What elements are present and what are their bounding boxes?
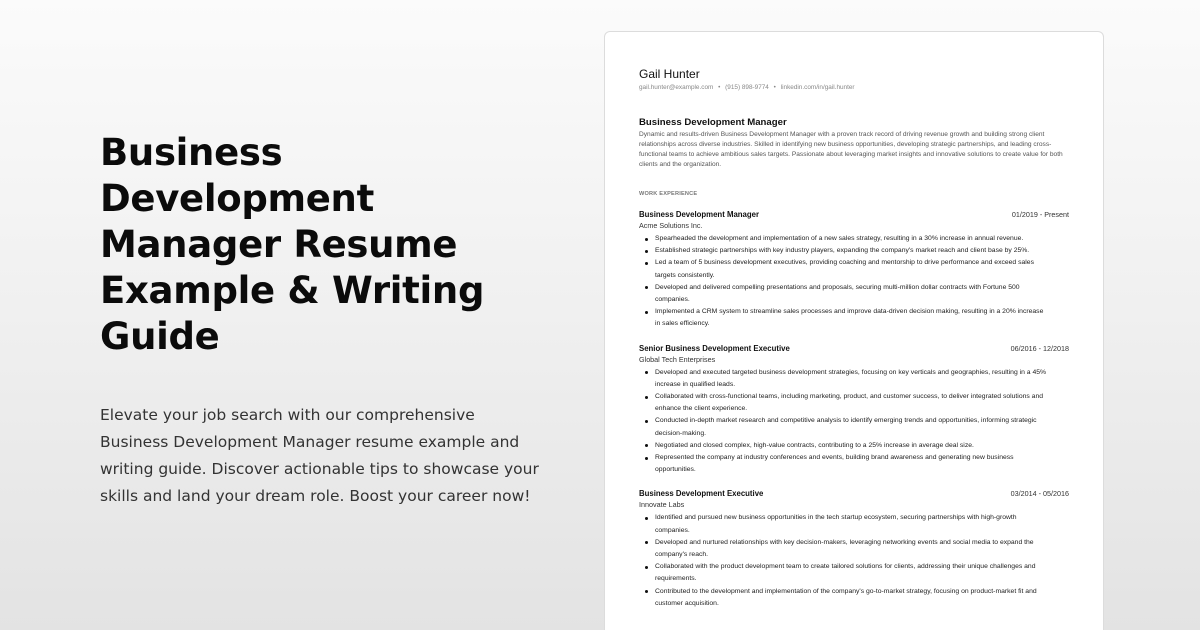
contact-email: gail.hunter@example.com: [639, 84, 714, 91]
page-title: Business Development Manager Resume Example & Writing Guide: [100, 131, 485, 358]
job-bullets: [639, 233, 1069, 331]
job-header: [639, 210, 1069, 219]
contact-separator: •: [718, 84, 721, 91]
resume-summary: Dynamic and results-driven Business Development Manager with a proven track record of driving revenue growth and building strong client relationships across diverse industries. Skilled in identifying new business opportunities, developing strategic partnerships, and leading cross-functional teams to achieve ambitious sales targets. Passionate about leveraging market insights and innovative solutions to create value for both clients and the organization.: [639, 131, 1063, 168]
contact-linkedin: linkedin.com/in/gail.hunter: [780, 84, 855, 91]
resume-contact: [639, 84, 1069, 91]
job-bullet: Collaborated with cross-functional teams, including marketing, product, and customer success, to deliver integrated solutions and enhance the client experience.: [639, 391, 1069, 415]
job-title: Business Development Executive: [639, 489, 764, 499]
job-entry: [639, 210, 1069, 331]
job-bullet: Led a team of 5 business development executives, providing coaching and mentorship to drive performance and exceed sales targets consistently.: [639, 257, 1069, 281]
job-dates: 06/2016 - 12/2018: [1010, 343, 1069, 353]
job-bullet: Spearheaded the development and implementation of a new sales strategy, resulting in a 30% increase in annual revenue.: [639, 233, 1069, 245]
job-entry: [639, 489, 1069, 610]
job-bullet: Identified and pursued new business opportunities in the tech startup ecosystem, securing partnerships with high-growth companies.: [639, 512, 1069, 536]
job-bullet: Developed and delivered compelling presentations and proposals, securing multi-million dollar contracts with Fortune 500 companies.: [639, 282, 1069, 306]
job-company: Innovate Labs: [639, 500, 685, 510]
job-title: Senior Business Development Executive: [639, 343, 790, 353]
resume-name: Gail Hunter: [639, 67, 700, 81]
job-bullet: Developed and executed targeted business development strategies, focusing on key verticals and geographies, resulting in a 45% increase in qualified leads.: [639, 367, 1069, 391]
job-company: Acme Solutions Inc.: [639, 221, 703, 230]
job-dates: 01/2019 - Present: [1011, 210, 1069, 219]
job-bullet: Conducted in-depth market research and competitive analysis to identify emerging trends and opportunities, informing strategic decision-making.: [639, 415, 1069, 439]
job-header: [639, 344, 1069, 353]
job-bullet: Negotiated and closed complex, high-value contracts, contributing to a 25% increase in average deal size.: [639, 440, 1069, 452]
job-bullet: Collaborated with the product development team to create tailored solutions for clients, addressing their unique challenges and requirements.: [639, 561, 1069, 585]
contact-phone: (915) 898-9774: [725, 84, 769, 91]
job-bullet: Contributed to the development and implementation of the company's go-to-market strategy, focusing on product-market fit and customer acquisition.: [639, 586, 1069, 610]
job-bullets: [639, 367, 1069, 477]
page-description: Elevate your job search with our comprehensive Business Development Manager resume example and writing guide. Discover actionable tips to showcase your skills and land your dream role. Boost your career now!: [100, 406, 539, 505]
job-company: Global Tech Enterprises: [639, 354, 716, 364]
job-bullet: Represented the company at industry conferences and events, building brand awareness and generating new business opportunities.: [639, 452, 1069, 476]
job-bullet: Implemented a CRM system to streamline sales processes and improve data-driven decision making, resulting in a 20% increase in sales efficiency.: [639, 306, 1069, 330]
work-experience-list: [639, 210, 1069, 610]
job-dates: 03/2014 - 05/2016: [1010, 489, 1069, 499]
hero-section: [100, 130, 560, 510]
job-header: [639, 489, 1069, 498]
job-title: Business Development Manager: [639, 210, 760, 219]
contact-separator: •: [773, 84, 776, 91]
job-entry: [639, 344, 1069, 477]
resume-headline: Business Development Manager: [639, 117, 787, 128]
section-title-work-experience: WORK EXPERIENCE: [639, 191, 698, 197]
job-bullet: Established strategic partnerships with key industry players, expanding the company's market reach and client base by 25%.: [639, 245, 1069, 257]
job-bullets: [639, 512, 1069, 610]
resume-preview: [604, 31, 1104, 630]
job-bullet: Developed and nurtured relationships with key decision-makers, leveraging networking events and social media to expand the company's reach.: [639, 537, 1069, 561]
